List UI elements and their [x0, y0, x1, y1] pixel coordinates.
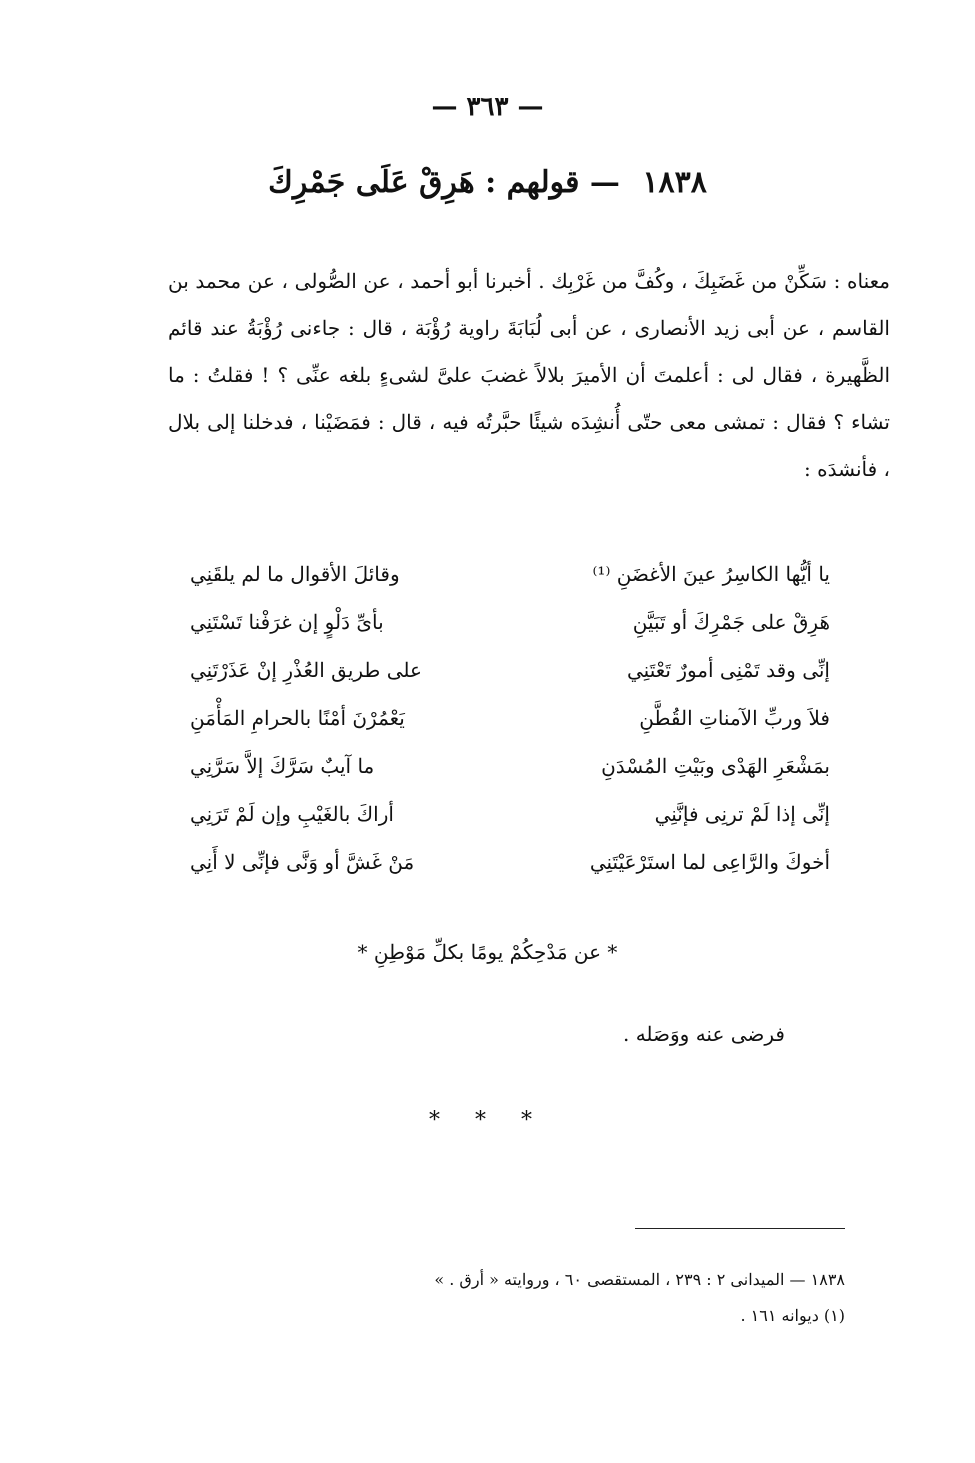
verse-first-hemistich: فلاَ وربِّ الآمناتِ القُطَّنِ — [639, 706, 830, 730]
prose-body — [168, 258, 890, 493]
verse-first-hemistich: إنِّى وقد تَمْنِى أمورٌ تَعْتَنِي — [627, 658, 830, 682]
poem-verse — [190, 694, 830, 742]
footnote-rule — [635, 1228, 845, 1229]
proverb-title: — قولهم : هَرِقْ عَلَى جَمْرِكَ — [268, 165, 620, 200]
poem-verse — [190, 790, 830, 838]
footnote-reference: (١) ديوانه ١٦١ . — [740, 1306, 845, 1325]
verse-first-hemistich: بمَشْعَرِ الهَدْى وبَيْتِ المُسْدَنِ — [601, 754, 830, 778]
verse-first-hemistich: إنِّى إذا لَمْ ترنِى فإنَّنِي — [654, 802, 830, 826]
poem — [190, 550, 830, 886]
poem-verse — [190, 598, 830, 646]
footnotes — [125, 1262, 845, 1334]
continuation-text: فرضى عنه ووَصَله . — [622, 1022, 785, 1046]
verse-second-hemistich: وقائلَ الأقوال ما لم يلقَنِي — [190, 562, 400, 586]
poem-verse — [190, 550, 830, 598]
footnote-source: ١٨٣٨ — الميدانى ٢ : ٢٣٩ ، المستقصى ٦٠ ، وروايته « أرق . » — [434, 1270, 845, 1289]
verse-first-hemistich: هَرِقْ على جَمْرِكَ أو تَبَيَّنِ — [632, 610, 830, 634]
poem-verse — [190, 742, 830, 790]
section-separator: * * * — [429, 1108, 546, 1133]
poem-verse — [190, 838, 830, 886]
verse-second-hemistich: ما آيبٌ سَرَّكَ إلاَّ سَرَّنِي — [190, 754, 375, 778]
verse-first-hemistich: أخوكَ والرَّاعِى لما استَرْعَيْتَنِي — [589, 850, 830, 874]
poem-final-line: * عن مَدْحِكُمْ يومًا بكلِّ مَوْطِنِ * — [357, 940, 618, 964]
page-number: — ٣٦٣ — — [431, 92, 544, 122]
proverb-heading — [0, 165, 975, 200]
verse-second-hemistich: يَعْمُرْنَ أمْنًا بالحرامِ المَأْمَنِ — [190, 706, 405, 730]
verse-second-hemistich: بأىِّ دَلْوٍ إن غرَفْنا تَسْتَنِي — [190, 610, 384, 634]
poem-verse — [190, 646, 830, 694]
verse-first-hemistich: يا أيُّها الكاسِرُ عينَ الأغضَنِ ⁽¹⁾ — [592, 562, 830, 586]
verse-second-hemistich: أراكَ بالغَيْبِ وإن لَمْ تَرَنِي — [190, 802, 394, 826]
prose-paragraph: معناه : سَكِّنْ من غَضَبِكَ ، وكُفَّ من غَرْبِك . أخبرنا أبو أحمد ، عن الصُّولى ، عن محمد بن القاسم ، عن أبى زيد الأنصارى ، عن أبى لُبَابَةَ راوية رُؤْبَة ، قال : جاءنى رُؤْبَةُ عند قائم الظَّهيرة ، فقال لى : أعلمتَ أن الأميرَ بلالاً غضبَ علىَّ لشىءٍ بلغه عنِّى ؟ ! فقلتُ : ما تشاء ؟ فقال : تمشى معى حتّى أُنشِدَه شيئًا حبَّرتُه فيه ، قال : فمَضَيْنا ، فدخلنا إلى بلال ، فأنشدَه : — [168, 269, 890, 481]
proverb-number: ١٨٣٨ — [642, 165, 707, 200]
verse-second-hemistich: على طريق العُذْرِ إنْ عَذَرْتَنِي — [190, 658, 422, 682]
verse-second-hemistich: مَنْ غَشَّ أو وَنَّى فإنِّى لا أَنِي — [190, 850, 415, 874]
